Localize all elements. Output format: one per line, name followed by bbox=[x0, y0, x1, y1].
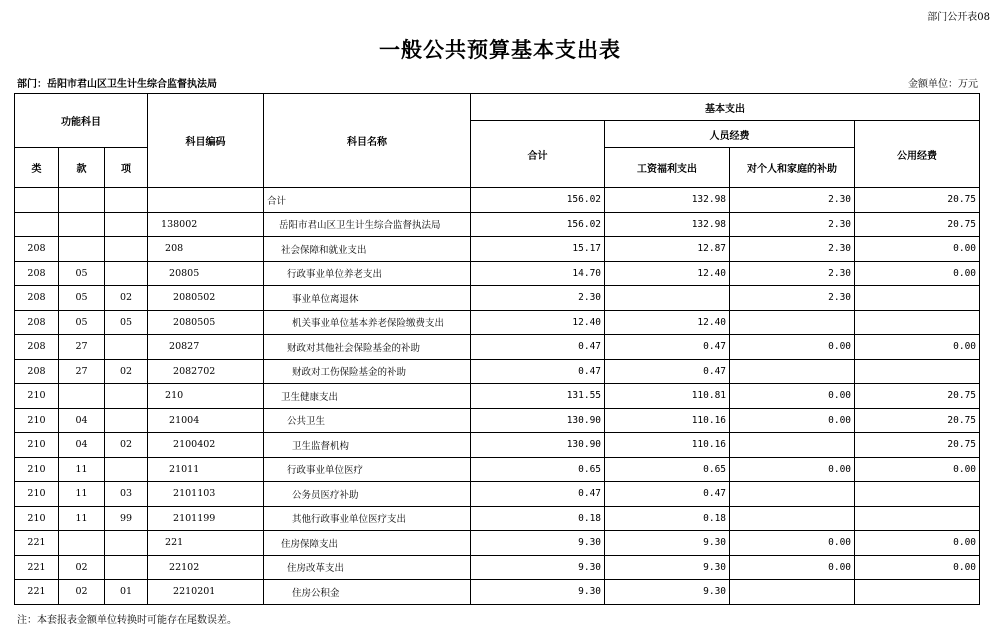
cell-lei: 208 bbox=[15, 261, 59, 286]
header-subsidy: 对个人和家庭的补助 bbox=[730, 148, 855, 188]
cell-subsidy: 0.00 bbox=[730, 384, 855, 409]
table-row bbox=[15, 531, 980, 556]
cell-code: 210 bbox=[148, 384, 264, 409]
cell-salary: 0.47 bbox=[605, 335, 730, 360]
cell-xiang bbox=[105, 457, 148, 482]
cell-name: 公共卫生 bbox=[264, 408, 471, 433]
cell-public bbox=[855, 506, 980, 531]
cell-salary: 12.40 bbox=[605, 310, 730, 335]
cell-total: 9.30 bbox=[471, 555, 605, 580]
cell-name: 卫生监督机构 bbox=[264, 433, 471, 458]
cell-code: 22102 bbox=[148, 555, 264, 580]
cell-total: 0.18 bbox=[471, 506, 605, 531]
cell-public: 0.00 bbox=[855, 261, 980, 286]
cell-lei: 221 bbox=[15, 555, 59, 580]
cell-name: 住房保障支出 bbox=[264, 531, 471, 556]
cell-lei: 210 bbox=[15, 433, 59, 458]
cell-kuan: 11 bbox=[59, 506, 105, 531]
cell-subsidy bbox=[730, 310, 855, 335]
cell-lei bbox=[15, 188, 59, 213]
cell-salary bbox=[605, 286, 730, 311]
cell-name: 合计 bbox=[264, 188, 471, 213]
cell-subsidy: 2.30 bbox=[730, 212, 855, 237]
cell-public bbox=[855, 359, 980, 384]
cell-public: 20.75 bbox=[855, 384, 980, 409]
table-row bbox=[15, 359, 980, 384]
cell-lei: 208 bbox=[15, 359, 59, 384]
cell-name: 财政对工伤保险基金的补助 bbox=[264, 359, 471, 384]
cell-kuan bbox=[59, 531, 105, 556]
cell-salary: 12.40 bbox=[605, 261, 730, 286]
cell-kuan: 05 bbox=[59, 286, 105, 311]
cell-code: 20827 bbox=[148, 335, 264, 360]
cell-name: 行政事业单位医疗 bbox=[264, 457, 471, 482]
cell-name: 行政事业单位养老支出 bbox=[264, 261, 471, 286]
cell-subsidy: 2.30 bbox=[730, 237, 855, 262]
cell-salary: 110.16 bbox=[605, 408, 730, 433]
cell-total: 130.90 bbox=[471, 408, 605, 433]
cell-name: 公务员医疗补助 bbox=[264, 482, 471, 507]
cell-kuan: 11 bbox=[59, 482, 105, 507]
cell-lei bbox=[15, 212, 59, 237]
cell-name: 社会保障和就业支出 bbox=[264, 237, 471, 262]
cell-total: 2.30 bbox=[471, 286, 605, 311]
cell-xiang: 02 bbox=[105, 286, 148, 311]
cell-public: 0.00 bbox=[855, 531, 980, 556]
cell-kuan: 11 bbox=[59, 457, 105, 482]
cell-code: 2080505 bbox=[148, 310, 264, 335]
cell-kuan: 04 bbox=[59, 433, 105, 458]
cell-public: 0.00 bbox=[855, 335, 980, 360]
cell-subsidy bbox=[730, 506, 855, 531]
cell-lei: 210 bbox=[15, 482, 59, 507]
cell-subsidy: 0.00 bbox=[730, 555, 855, 580]
cell-total: 131.55 bbox=[471, 384, 605, 409]
cell-total: 14.70 bbox=[471, 261, 605, 286]
cell-kuan: 05 bbox=[59, 261, 105, 286]
cell-xiang bbox=[105, 531, 148, 556]
table-row bbox=[15, 384, 980, 409]
cell-subsidy: 0.00 bbox=[730, 457, 855, 482]
cell-xiang bbox=[105, 261, 148, 286]
cell-public bbox=[855, 286, 980, 311]
cell-public bbox=[855, 482, 980, 507]
cell-name: 卫生健康支出 bbox=[264, 384, 471, 409]
cell-subsidy: 0.00 bbox=[730, 531, 855, 556]
table-row bbox=[15, 310, 980, 335]
cell-xiang bbox=[105, 188, 148, 213]
report-number: 部门公开表08 bbox=[927, 12, 990, 23]
cell-kuan: 05 bbox=[59, 310, 105, 335]
cell-kuan bbox=[59, 384, 105, 409]
cell-code: 2080502 bbox=[148, 286, 264, 311]
table-row bbox=[15, 580, 980, 605]
cell-code: 21011 bbox=[148, 457, 264, 482]
cell-total: 0.47 bbox=[471, 359, 605, 384]
table-row bbox=[15, 555, 980, 580]
cell-lei: 208 bbox=[15, 310, 59, 335]
budget-table bbox=[14, 93, 980, 605]
cell-lei: 221 bbox=[15, 580, 59, 605]
cell-total: 156.02 bbox=[471, 188, 605, 213]
cell-name: 住房改革支出 bbox=[264, 555, 471, 580]
cell-salary: 110.81 bbox=[605, 384, 730, 409]
cell-xiang: 03 bbox=[105, 482, 148, 507]
cell-name: 岳阳市君山区卫生计生综合监督执法局 bbox=[264, 212, 471, 237]
cell-code: 2100402 bbox=[148, 433, 264, 458]
table-row bbox=[15, 261, 980, 286]
cell-lei: 208 bbox=[15, 286, 59, 311]
cell-name: 财政对其他社会保险基金的补助 bbox=[264, 335, 471, 360]
cell-total: 130.90 bbox=[471, 433, 605, 458]
cell-lei: 208 bbox=[15, 237, 59, 262]
cell-xiang bbox=[105, 335, 148, 360]
cell-public bbox=[855, 310, 980, 335]
cell-total: 156.02 bbox=[471, 212, 605, 237]
cell-lei: 221 bbox=[15, 531, 59, 556]
cell-salary: 132.98 bbox=[605, 212, 730, 237]
cell-xiang: 05 bbox=[105, 310, 148, 335]
header-salary: 工资福利支出 bbox=[605, 148, 730, 188]
table-row bbox=[15, 433, 980, 458]
cell-code: 2101199 bbox=[148, 506, 264, 531]
department-label: 部门：岳阳市君山区卫生计生综合监督执法局 bbox=[17, 79, 217, 90]
cell-xiang: 02 bbox=[105, 433, 148, 458]
cell-public: 20.75 bbox=[855, 433, 980, 458]
cell-kuan bbox=[59, 237, 105, 262]
unit-label: 金额单位：万元 bbox=[908, 79, 978, 90]
table-row bbox=[15, 482, 980, 507]
table-row bbox=[15, 457, 980, 482]
cell-subsidy: 0.00 bbox=[730, 408, 855, 433]
cell-salary: 12.87 bbox=[605, 237, 730, 262]
header-code: 科目编码 bbox=[148, 94, 264, 188]
cell-subsidy: 2.30 bbox=[730, 188, 855, 213]
cell-kuan: 27 bbox=[59, 335, 105, 360]
header-name: 科目名称 bbox=[264, 94, 471, 188]
cell-total: 0.47 bbox=[471, 335, 605, 360]
cell-public: 0.00 bbox=[855, 457, 980, 482]
cell-salary: 0.65 bbox=[605, 457, 730, 482]
cell-subsidy bbox=[730, 580, 855, 605]
table-row bbox=[15, 408, 980, 433]
cell-public: 20.75 bbox=[855, 212, 980, 237]
table-row bbox=[15, 237, 980, 262]
table-row bbox=[15, 506, 980, 531]
cell-subsidy: 2.30 bbox=[730, 286, 855, 311]
cell-subsidy bbox=[730, 433, 855, 458]
cell-total: 0.47 bbox=[471, 482, 605, 507]
cell-public: 20.75 bbox=[855, 408, 980, 433]
cell-lei: 210 bbox=[15, 506, 59, 531]
header-total: 合计 bbox=[471, 121, 605, 188]
header-personnel: 人员经费 bbox=[605, 121, 855, 148]
cell-subsidy: 2.30 bbox=[730, 261, 855, 286]
cell-xiang bbox=[105, 237, 148, 262]
cell-salary: 0.47 bbox=[605, 482, 730, 507]
cell-code: 2082702 bbox=[148, 359, 264, 384]
table-row bbox=[15, 212, 980, 237]
cell-public: 0.00 bbox=[855, 237, 980, 262]
cell-lei: 210 bbox=[15, 384, 59, 409]
footnote: 注：本套报表金额单位转换时可能存在尾数误差。 bbox=[17, 615, 237, 626]
cell-salary: 9.30 bbox=[605, 555, 730, 580]
cell-kuan bbox=[59, 188, 105, 213]
cell-name: 住房公积金 bbox=[264, 580, 471, 605]
cell-kuan: 02 bbox=[59, 580, 105, 605]
cell-name: 机关事业单位基本养老保险缴费支出 bbox=[264, 310, 471, 335]
cell-xiang bbox=[105, 555, 148, 580]
cell-lei: 210 bbox=[15, 457, 59, 482]
header-public-funds: 公用经费 bbox=[855, 121, 980, 188]
header-function-subject: 功能科目 bbox=[15, 94, 148, 148]
page-title: 一般公共预算基本支出表 bbox=[379, 37, 621, 62]
cell-salary: 9.30 bbox=[605, 580, 730, 605]
cell-code: 208 bbox=[148, 237, 264, 262]
cell-salary: 0.47 bbox=[605, 359, 730, 384]
cell-code bbox=[148, 188, 264, 213]
cell-name: 其他行政事业单位医疗支出 bbox=[264, 506, 471, 531]
cell-kuan: 04 bbox=[59, 408, 105, 433]
table-row bbox=[15, 335, 980, 360]
header-kuan: 款 bbox=[59, 148, 105, 188]
cell-lei: 210 bbox=[15, 408, 59, 433]
cell-total: 9.30 bbox=[471, 580, 605, 605]
cell-kuan bbox=[59, 212, 105, 237]
cell-lei: 208 bbox=[15, 335, 59, 360]
cell-total: 15.17 bbox=[471, 237, 605, 262]
cell-xiang: 01 bbox=[105, 580, 148, 605]
cell-xiang: 99 bbox=[105, 506, 148, 531]
cell-code: 221 bbox=[148, 531, 264, 556]
cell-kuan: 27 bbox=[59, 359, 105, 384]
cell-public bbox=[855, 580, 980, 605]
cell-xiang bbox=[105, 212, 148, 237]
cell-salary: 132.98 bbox=[605, 188, 730, 213]
cell-kuan: 02 bbox=[59, 555, 105, 580]
table-row bbox=[15, 188, 980, 213]
cell-salary: 9.30 bbox=[605, 531, 730, 556]
table-row bbox=[15, 286, 980, 311]
cell-code: 21004 bbox=[148, 408, 264, 433]
cell-subsidy bbox=[730, 359, 855, 384]
cell-xiang: 02 bbox=[105, 359, 148, 384]
cell-public: 0.00 bbox=[855, 555, 980, 580]
cell-subsidy bbox=[730, 482, 855, 507]
cell-xiang bbox=[105, 408, 148, 433]
header-xiang: 项 bbox=[105, 148, 148, 188]
header-basic-expenditure: 基本支出 bbox=[471, 94, 980, 121]
cell-code: 20805 bbox=[148, 261, 264, 286]
cell-total: 12.40 bbox=[471, 310, 605, 335]
header-lei: 类 bbox=[15, 148, 59, 188]
cell-salary: 110.16 bbox=[605, 433, 730, 458]
cell-xiang bbox=[105, 384, 148, 409]
cell-total: 0.65 bbox=[471, 457, 605, 482]
cell-public: 20.75 bbox=[855, 188, 980, 213]
cell-total: 9.30 bbox=[471, 531, 605, 556]
cell-code: 2101103 bbox=[148, 482, 264, 507]
cell-subsidy: 0.00 bbox=[730, 335, 855, 360]
cell-salary: 0.18 bbox=[605, 506, 730, 531]
cell-code: 2210201 bbox=[148, 580, 264, 605]
cell-name: 事业单位离退休 bbox=[264, 286, 471, 311]
cell-code: 138002 bbox=[148, 212, 264, 237]
